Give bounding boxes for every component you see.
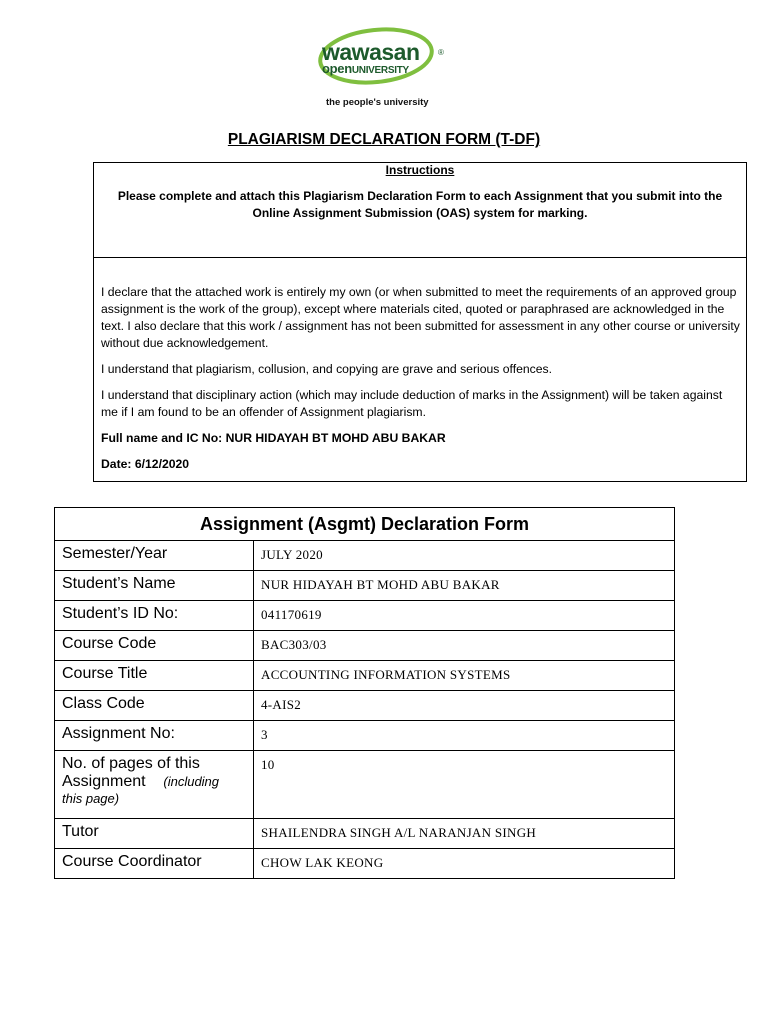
assignment-form-heading: Assignment (Asgmt) Declaration Form: [55, 508, 675, 541]
fullname-ic: Full name and IC No: NUR HIDAYAH BT MOHD ABU BAKAR: [101, 431, 446, 445]
table-row: [55, 571, 675, 601]
table-row: [55, 849, 675, 879]
university-logo: [316, 26, 456, 112]
logo-tagline: the people's university: [326, 97, 429, 108]
logo-university: UNIVERSITY: [351, 65, 409, 76]
logo-brand-wawasan: wawasan: [322, 39, 420, 65]
pages-label-this-page: this page): [62, 791, 120, 806]
declaration-date: Date: 6/12/2020: [101, 457, 190, 471]
row-value: SHAILENDRA SINGH A/L NARANJAN SINGH: [254, 819, 675, 849]
row-label: Course Code: [55, 631, 254, 661]
declaration-paragraph-3: I understand that disciplinary action (which may include deduction of marks in the Assignment) will be taken against me if I am found to be an offender of Assignment plagiarism.: [101, 388, 723, 419]
row-label: Semester/Year: [55, 541, 254, 571]
logo-registered-mark: ®: [438, 48, 444, 57]
instructions-section: [94, 163, 746, 258]
pages-label-line2: [62, 773, 247, 791]
row-value: 10: [254, 751, 675, 819]
instructions-text: Please complete and attach this Plagiarism Declaration Form to each Assignment that you submit into the Online Assignment Submission (OAS) system for marking.: [117, 189, 723, 220]
row-value: ACCOUNTING INFORMATION SYSTEMS: [254, 661, 675, 691]
pages-label-line1: [62, 755, 247, 773]
table-row: [55, 751, 675, 819]
table-row: [55, 721, 675, 751]
table-header-row: [55, 508, 675, 541]
assignment-declaration-table: [54, 507, 675, 879]
row-label: Tutor: [55, 819, 254, 849]
table-row: [55, 661, 675, 691]
declaration-paragraph-1: I declare that the attached work is entirely my own (or when submitted to meet the requirements of an approved group assignment is the work of the group), except where materials cited, quoted or paraphrased are acknowledged in the text. I also declare that this work / assignment has not been submitted for assessment in any other course or university without due acknowledgement.: [101, 285, 740, 350]
instructions-heading: Instructions: [385, 163, 455, 177]
pages-label-including: (including: [163, 774, 220, 789]
row-label: Course Title: [55, 661, 254, 691]
row-label: Student’s Name: [55, 571, 254, 601]
declaration-section: [101, 284, 741, 482]
row-value: NUR HIDAYAH BT MOHD ABU BAKAR: [254, 571, 675, 601]
table-row: [55, 819, 675, 849]
table-row: [55, 631, 675, 661]
pages-label-text: No. of pages of this: [62, 755, 200, 772]
row-value: 041170619: [254, 601, 675, 631]
logo-open: open: [322, 61, 352, 76]
row-value: BAC303/03: [254, 631, 675, 661]
row-value: CHOW LAK KEONG: [254, 849, 675, 879]
row-label: Assignment No:: [55, 721, 254, 751]
row-value: JULY 2020: [254, 541, 675, 571]
table-row: [55, 541, 675, 571]
row-value: 3: [254, 721, 675, 751]
row-label: Course Coordinator: [55, 849, 254, 879]
row-label-pages: [55, 751, 254, 819]
declaration-paragraph-2: I understand that plagiarism, collusion, and copying are grave and serious offences.: [101, 362, 552, 376]
table-row: [55, 691, 675, 721]
table-row: [55, 601, 675, 631]
row-label: Class Code: [55, 691, 254, 721]
pages-label-assignment: Assignment: [62, 773, 146, 790]
logo-brand-open-university: [322, 61, 409, 76]
plagiarism-declaration-box: [93, 162, 747, 482]
row-value: 4-AIS2: [254, 691, 675, 721]
row-label: Student’s ID No:: [55, 601, 254, 631]
form-title: PLAGIARISM DECLARATION FORM (T-DF): [227, 131, 541, 148]
